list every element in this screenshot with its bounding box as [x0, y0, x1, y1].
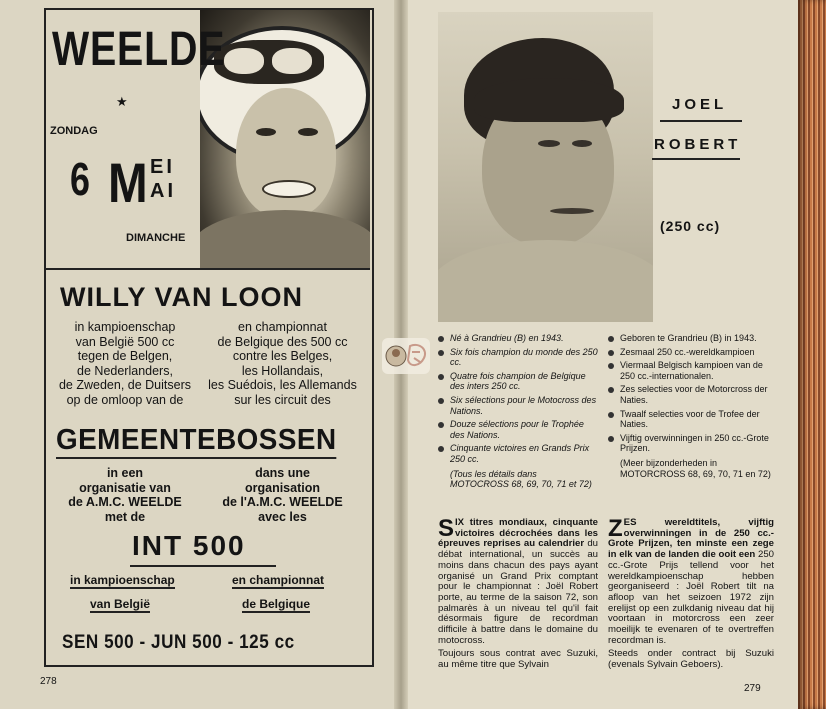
article-lead: ES wereldtitels, vijftig overwinningen in de 250 cc.-Grote Prijzen, ten minste een zege in elk van de landen die ooit een	[608, 517, 774, 561]
list-item: Douze sélections pour le Trophée des Nations.	[438, 419, 598, 440]
championship-dutch-line1: in kampioenschap	[70, 573, 175, 587]
rider-first-name: JOEL	[672, 96, 728, 113]
name-underline	[660, 120, 742, 122]
event-underline	[130, 565, 276, 567]
organizer-line: organisation	[244, 480, 320, 495]
article-paragraph: Steeds onder contract bij Suzuki (evenals Sylvain Geboers).	[608, 648, 774, 671]
list-item: Viermaal Belgisch kampioen van de 250 cc.-internationalen.	[608, 360, 774, 381]
organizer-line: de A.M.C. WEELDE	[68, 495, 182, 509]
drop-cap: S	[438, 515, 455, 542]
organizer-french	[205, 466, 360, 524]
book-page-edges	[798, 0, 826, 709]
bio-note-french: (Tous les détails dans MOTOCROSS 68, 69, 70, 71 et 72)	[450, 468, 592, 490]
right-page	[402, 0, 804, 709]
rider-class: (250 cc)	[660, 218, 721, 234]
page-number-right: 279	[744, 683, 761, 694]
day-french: DIMANCHE	[126, 232, 186, 244]
rider-photo-joel-robert	[438, 12, 653, 322]
month-suffix-french: AI	[150, 180, 176, 202]
championship-french-line2: de Belgique	[242, 597, 311, 611]
intro-line: in kampioenschap	[74, 320, 176, 334]
intro-line: en championnat	[238, 320, 327, 334]
article-dutch	[608, 515, 774, 671]
organizer-line: organisatie van	[79, 480, 171, 495]
article-paragraph: Toujours sous contrat avec Suzuki, au même titre que Sylvain	[438, 648, 598, 671]
race-classes: SEN 500 - JUN 500 - 125 cc	[62, 632, 295, 653]
month-initial: M	[108, 151, 148, 214]
rider-last-name: ROBERT	[654, 136, 742, 153]
organizer-line: de l'A.M.C. WEELDE	[222, 495, 343, 509]
article-body: du débat international, un succès au moins dans chacun des pays ayant organisé un Grand Prix comptant pour le championnat : Joël Robert porte, au terme de la saison 72, son palmarès à un niveau tel qu'il fait désormais figure de recordman difficile à battre dans le domaine du motocross.	[438, 538, 598, 646]
list-item: Né à Grandrieu (B) en 1943.	[438, 333, 598, 344]
intro-line: tegen de Belgen,	[77, 349, 173, 363]
list-item: Zes selecties voor de Motorcross der Naties.	[608, 384, 774, 405]
month-suffix-dutch: EI	[150, 156, 175, 178]
organizer-line: in een	[106, 466, 144, 480]
intro-line: de Zweden, de Duitsers	[58, 378, 191, 392]
intro-french	[205, 320, 360, 407]
circuit-name: GEMEENTEBOSSEN	[56, 424, 337, 459]
list-item: Vijftig overwinningen in 250 cc.-Grote Prijzen.	[608, 433, 774, 454]
intro-line: op de omloop van de	[66, 392, 184, 407]
bio-bullets-dutch	[608, 333, 774, 479]
list-item: Geboren te Grandrieu (B) in 1943.	[608, 333, 774, 344]
event-name: INT 500	[132, 530, 246, 561]
organizer-line: avec les	[258, 509, 307, 524]
article-body: 250 cc.-Grote Prijs tellend voor het wereldkampioenschap hebben georganiseerd : Joël Robert tilt na afloop van het seizoen 1972 zijn erelijst op een zulkdanig niveau dat hij voortaan in motorcross een zeer moeilijk te evenaren of te overtreffen recordman is.	[608, 549, 774, 646]
list-item: Twaalf selecties voor de Trofee der Naties.	[608, 409, 774, 430]
list-item: Six sélections pour le Motocross des Nations.	[438, 395, 598, 416]
rider-photo-willy-van-loon	[200, 10, 370, 268]
date-number: 6	[70, 153, 90, 205]
list-item: Zesmaal 250 cc.-wereldkampioen	[608, 347, 774, 358]
organizer-dutch	[50, 466, 200, 524]
championship-french-line1: en championnat	[232, 573, 325, 587]
organizer-line: met de	[104, 509, 146, 524]
page-number-left: 278	[40, 676, 57, 687]
intro-line: les Hollandais,	[241, 363, 324, 378]
day-dutch: ZONDAG	[50, 125, 98, 137]
intro-line: de Belgique des 500 cc	[217, 334, 348, 349]
library-stamp-icon	[380, 334, 432, 378]
list-item: Quatre fois champion de Belgique des inters 250 cc.	[438, 371, 598, 392]
rider-name-heading: WILLY VAN LOON	[60, 282, 304, 312]
intro-line: van België 500 cc	[75, 334, 175, 349]
list-item: Six fois champion du monde des 250 cc.	[438, 347, 598, 368]
left-page	[0, 0, 402, 709]
intro-dutch	[50, 320, 200, 407]
name-underline	[652, 158, 740, 160]
intro-line: les Suédois, les Allemands	[208, 378, 357, 392]
drop-cap: Z	[608, 515, 623, 542]
organizer-line: dans une	[255, 466, 310, 480]
star-icon: ★	[116, 94, 128, 109]
bio-bullets-french	[438, 333, 598, 490]
ad-divider	[44, 268, 370, 270]
intro-line: de Nederlanders,	[77, 363, 173, 378]
article-lead: IX titres mondiaux, cinquante victoires décrochées dans les épreuves reprises au calendrier	[438, 517, 598, 550]
article-french	[438, 515, 598, 671]
intro-line: sur les circuit des	[234, 392, 331, 407]
list-item: Cinquante victoires en Grands Prix 250 cc.	[438, 443, 598, 464]
bio-note-dutch: (Meer bijzonderheden in MOTORCROSS 68, 69, 70, 71 en 72)	[620, 457, 771, 479]
intro-line: contre les Belges,	[232, 349, 333, 363]
ad-location-title: WEELDE	[52, 23, 226, 76]
championship-dutch-line2: van België	[90, 597, 151, 611]
